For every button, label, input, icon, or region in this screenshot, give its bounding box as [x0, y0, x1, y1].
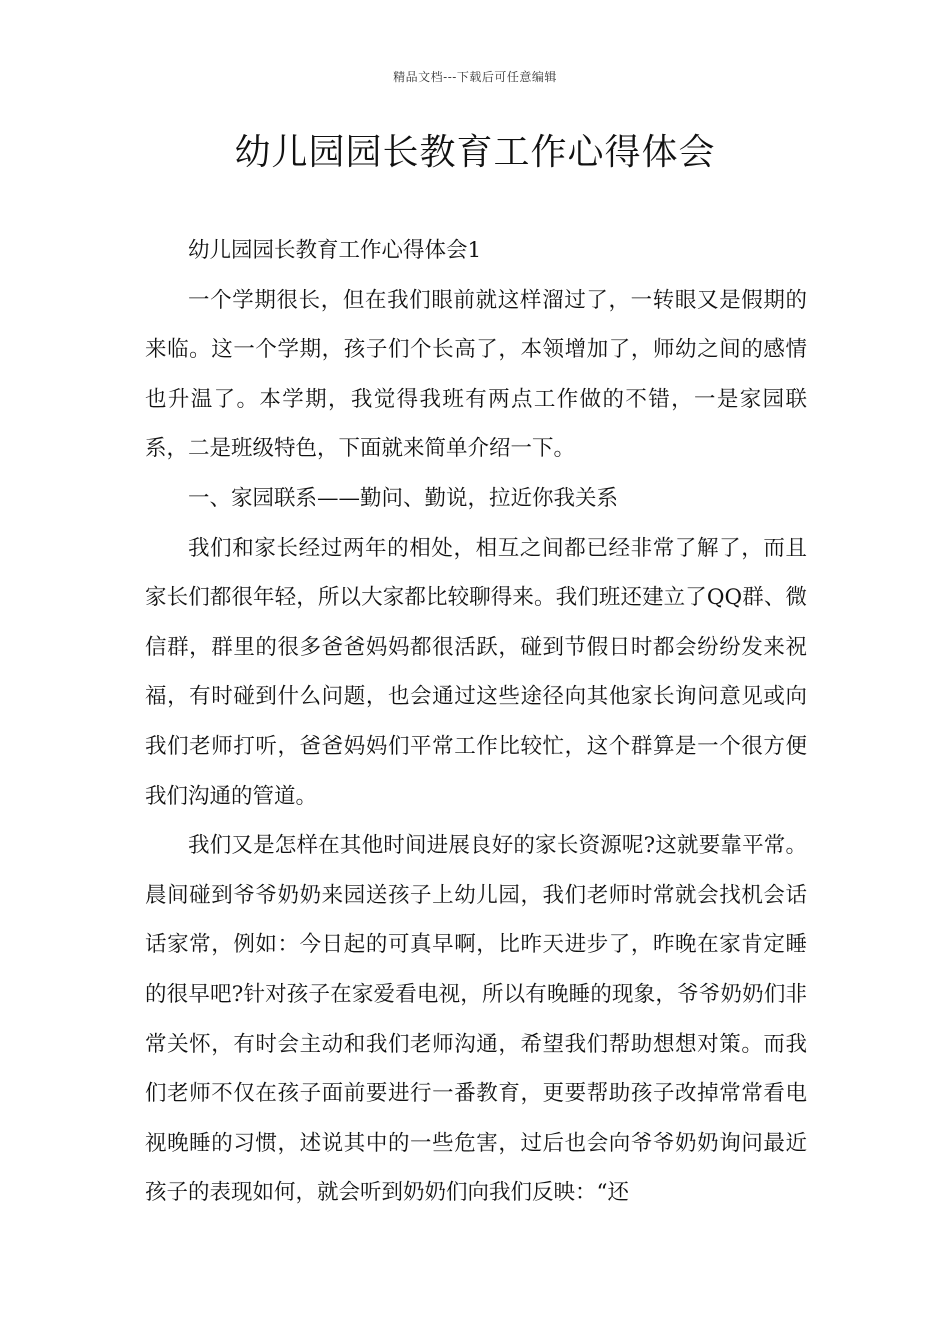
paragraph: 我们和家长经过两年的相处，相互之间都已经非常了解了，而且家长们都很年轻，所以大家都比较聊得来。我们班还建立了QQ群、微信群，群里的很多爸爸妈妈都很活跃，碰到节假日时都会纷纷发来祝福，有时碰到什么问题，也会通过这些途径向其他家长询问意见或向我们老师打听，爸爸妈妈们平常工作比较忙，这个群算是一个很方便我们沟通的管道。 — [145, 535, 807, 809]
document-title: 幼儿园园长教育工作心得体会 — [234, 132, 716, 173]
paragraph: 一个学期很长，但在我们眼前就这样溜过了，一转眼又是假期的来临。这一个学期，孩子们个长高了，本领增加了，师幼之间的感情也升温了。本学期，我觉得我班有两点工作做的不错，一是家园联系，二是班级特色，下面就来简单介绍一下。 — [145, 287, 807, 462]
header-note: 精品文档---下载后可任意编辑 — [393, 70, 557, 84]
subsection-heading: 一、家园联系——勤问、勤说，拉近你我关系 — [188, 485, 619, 511]
document-body — [145, 226, 807, 1218]
paragraph: 我们又是怎样在其他时间进展良好的家长资源呢?这就要靠平常。晨间碰到爷爷奶奶来园送孩子上幼儿园，我们老师时常就会找机会话话家常，例如：今日起的可真早啊，比昨天进步了，昨晚在家肯定睡的很早吧?针对孩子在家爱看电视，所以有晚睡的现象，爷爷奶奶们非常关怀，有时会主动和我们老师沟通，希望我们帮助想想对策。而我们老师不仅在孩子面前要进行一番教育，更要帮助孩子改掉常常看电视晚睡的习惯，述说其中的一些危害，过后也会向爷爷奶奶询问最近孩子的表现如何，就会听到奶奶们向我们反映：“还 — [145, 833, 807, 1206]
section-heading: 幼儿园园长教育工作心得体会1 — [188, 238, 482, 263]
